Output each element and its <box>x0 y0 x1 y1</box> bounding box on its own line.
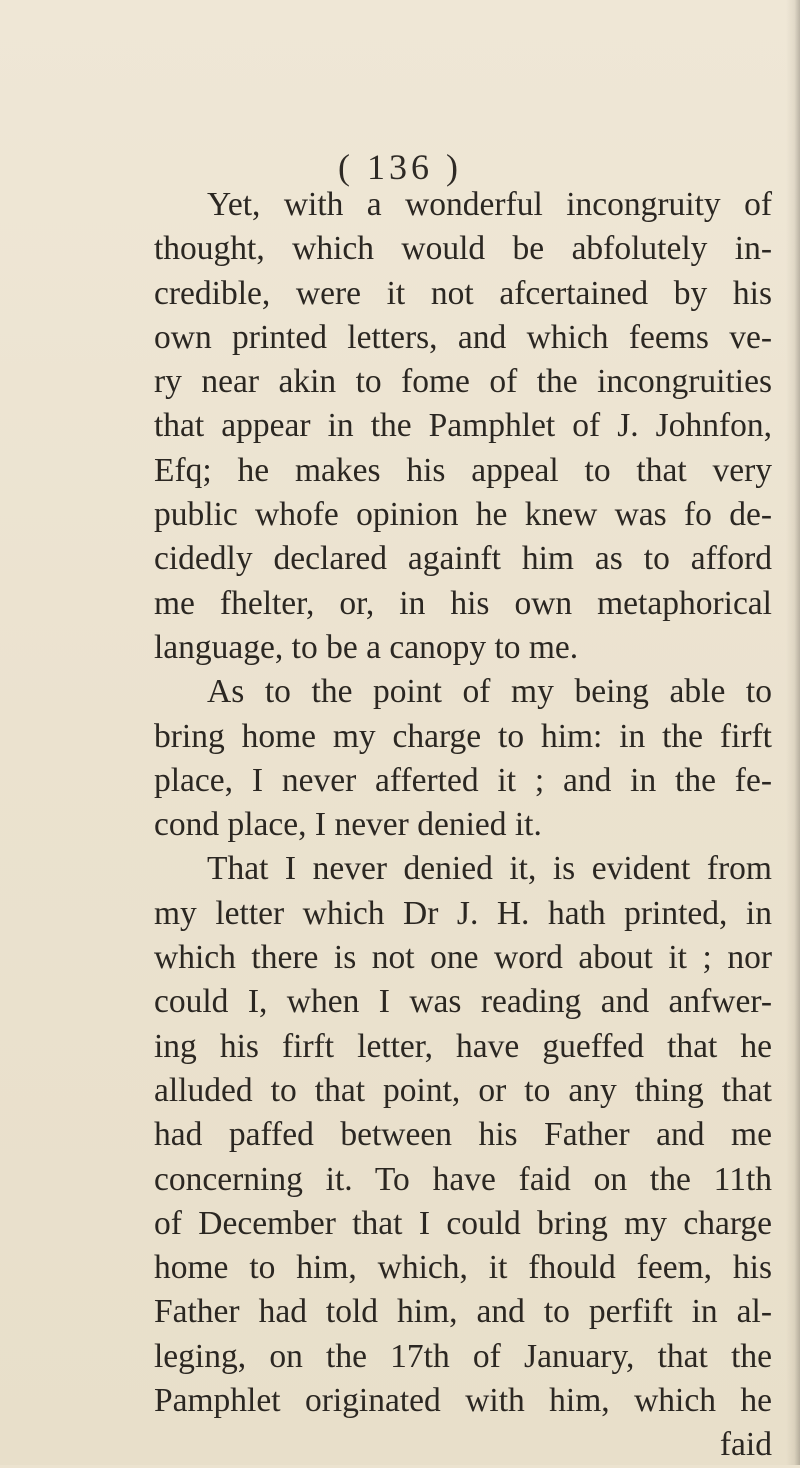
text-line: Yet, with a wonderful incongruity of <box>207 186 772 223</box>
text-line: cond place, I never denied it. <box>154 806 542 844</box>
text-line: public whofe opinion he knew was fo de- <box>154 496 772 534</box>
text-line: credible, were it not afcertained by his <box>154 274 772 312</box>
text-line: had paffed between his Father and me <box>154 1116 772 1154</box>
page-edge-shadow <box>786 0 800 1465</box>
page-number: ( 136 ) <box>338 147 462 187</box>
text-line: which there is not one word about it ; nor <box>154 939 772 977</box>
text-line: me fhelter, or, in his own metaphorical <box>154 584 772 622</box>
text-line: home to him, which, it fhould feem, his <box>154 1249 772 1287</box>
catchword: faid <box>719 1426 772 1464</box>
text-line: my letter which Dr J. H. hath printed, in <box>154 894 772 932</box>
text-line: ry near akin to fome of the incongruities <box>154 363 772 401</box>
text-line: As to the point of my being able to <box>207 673 772 711</box>
text-line: that appear in the Pamphlet of J. Johnfon, <box>154 407 772 445</box>
text-line: Efq; he makes his appeal to that very <box>154 451 772 489</box>
body-text <box>154 183 772 1468</box>
text-line: bring home my charge to him: in the firft <box>154 717 772 755</box>
text-line: own printed letters, and which feems ve- <box>154 318 772 356</box>
text-line: language, to be a canopy to me. <box>154 628 579 666</box>
text-line: thought, which would be abfolutely in- <box>154 230 772 268</box>
text-line: concerning it. To have faid on the 11th <box>154 1160 772 1198</box>
text-line: cidedly declared againft him as to afford <box>154 540 772 578</box>
text-line: of December that I could bring my charge <box>154 1204 772 1242</box>
text-line: place, I never afferted it ; and in the fe- <box>154 761 772 799</box>
text-line: Father had told him, and to perfift in al- <box>154 1293 772 1331</box>
text-line: Pamphlet originated with him, which he <box>154 1382 772 1420</box>
text-line: That I never denied it, is evident from <box>207 850 772 888</box>
text-line: alluded to that point, or to any thing that <box>154 1071 772 1109</box>
text-line: leging, on the 17th of January, that the <box>154 1337 772 1375</box>
text-line: ing his firft letter, have gueffed that he <box>154 1027 772 1065</box>
text-line: could I, when I was reading and anfwer- <box>154 983 772 1021</box>
